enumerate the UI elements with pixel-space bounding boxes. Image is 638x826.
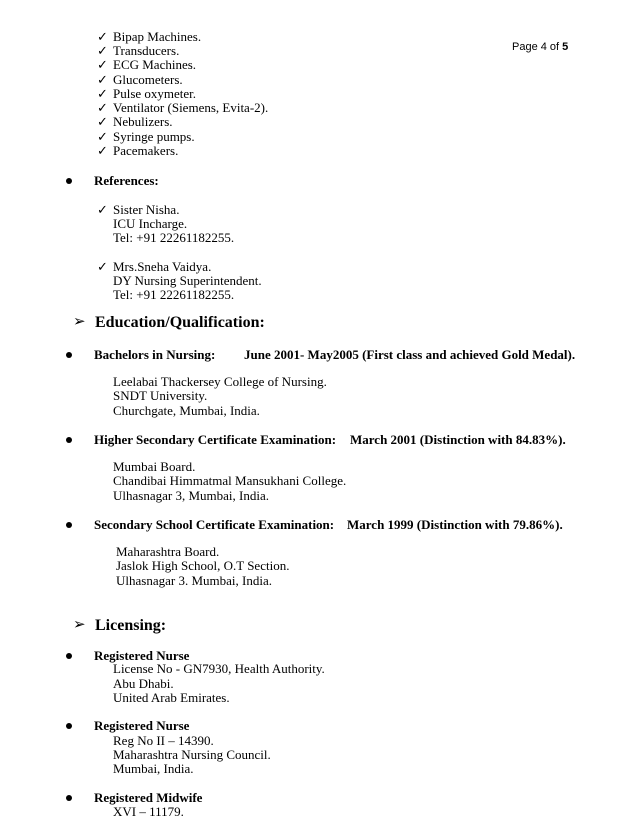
- bullet-icon: [66, 522, 72, 528]
- education-line: Ulhasnagar 3. Mumbai, India.: [116, 573, 272, 588]
- bullet-icon: [66, 352, 72, 358]
- education-line: Maharashtra Board.: [116, 544, 220, 559]
- licensing-heading: Licensing:: [95, 617, 167, 634]
- bullet-icon: [66, 178, 72, 184]
- list-item-text: Bipap Machines.: [113, 29, 202, 44]
- license-line: Reg No II – 14390.: [113, 733, 214, 748]
- reference-phone: Tel: +91 22261182255.: [113, 287, 235, 302]
- page-number-sep: of: [546, 41, 563, 53]
- education-line: Jaslok High School, O.T Section.: [116, 558, 290, 573]
- check-icon: ✓: [97, 259, 108, 274]
- education-date: March 2001 (Distinction with 84.83%).: [350, 432, 566, 447]
- page-number-total: 5: [562, 41, 569, 53]
- list-item-text: Pulse oxymeter.: [113, 86, 197, 101]
- arrow-icon: ➢: [73, 617, 86, 633]
- check-icon: ✓: [97, 114, 108, 129]
- license-title: Registered Nurse: [94, 648, 190, 663]
- bullet-icon: [66, 723, 72, 729]
- check-icon: ✓: [97, 202, 108, 217]
- education-heading: Education/Qualification:: [95, 314, 265, 331]
- license-line: Maharashtra Nursing Council.: [113, 747, 271, 762]
- education-title: Secondary School Certificate Examination:: [94, 517, 335, 532]
- check-icon: ✓: [97, 129, 108, 144]
- check-icon: ✓: [97, 43, 108, 58]
- list-item-text: Ventilator (Siemens, Evita-2).: [113, 100, 269, 115]
- education-line: Leelabai Thackersey College of Nursing.: [113, 374, 327, 389]
- education-date: March 1999 (Distinction with 79.86%).: [347, 517, 563, 532]
- bullet-icon: [66, 653, 72, 659]
- license-line: Abu Dhabi.: [113, 676, 174, 691]
- education-date: June 2001- May2005 (First class and achieved Gold Medal).: [244, 347, 576, 362]
- license-line: License No - GN7930, Health Authority.: [113, 661, 325, 676]
- check-icon: ✓: [97, 86, 108, 101]
- bullet-icon: [66, 795, 72, 801]
- list-item-text: Glucometers.: [113, 72, 183, 87]
- reference-title: ICU Incharge.: [113, 216, 188, 231]
- list-item-text: ECG Machines.: [113, 57, 197, 72]
- education-line: SNDT University.: [113, 388, 208, 403]
- page-number-current: 4: [540, 41, 547, 53]
- check-icon: ✓: [97, 72, 108, 87]
- license-title: Registered Nurse: [94, 718, 190, 733]
- license-title: Registered Midwife: [94, 790, 203, 805]
- check-icon: ✓: [97, 143, 108, 158]
- check-icon: ✓: [97, 100, 108, 115]
- license-line: Mumbai, India.: [113, 761, 194, 776]
- reference-name: Mrs.Sneha Vaidya.: [113, 259, 212, 274]
- education-line: Chandibai Himmatmal Mansukhani College.: [113, 473, 347, 488]
- reference-title: DY Nursing Superintendent.: [113, 273, 262, 288]
- list-item-text: Syringe pumps.: [113, 129, 195, 144]
- list-item-text: Pacemakers.: [113, 143, 179, 158]
- list-item-text: Transducers.: [113, 43, 180, 58]
- bullet-icon: [66, 437, 72, 443]
- arrow-icon: ➢: [73, 314, 86, 330]
- reference-name: Sister Nisha.: [113, 202, 180, 217]
- page-number: [512, 40, 568, 55]
- list-item-text: Nebulizers.: [113, 114, 173, 129]
- reference-phone: Tel: +91 22261182255.: [113, 230, 235, 245]
- education-line: Churchgate, Mumbai, India.: [113, 403, 260, 418]
- page-number-prefix: Page: [512, 41, 541, 53]
- check-icon: ✓: [97, 29, 108, 44]
- education-title: Bachelors in Nursing:: [94, 347, 216, 362]
- education-line: Mumbai Board.: [113, 459, 196, 474]
- check-icon: ✓: [97, 57, 108, 72]
- education-line: Ulhasnagar 3, Mumbai, India.: [113, 488, 269, 503]
- references-heading: References:: [94, 173, 159, 188]
- education-title: Higher Secondary Certificate Examination:: [94, 432, 337, 447]
- license-line: XVI – 11179.: [113, 804, 184, 819]
- license-line: United Arab Emirates.: [113, 690, 230, 705]
